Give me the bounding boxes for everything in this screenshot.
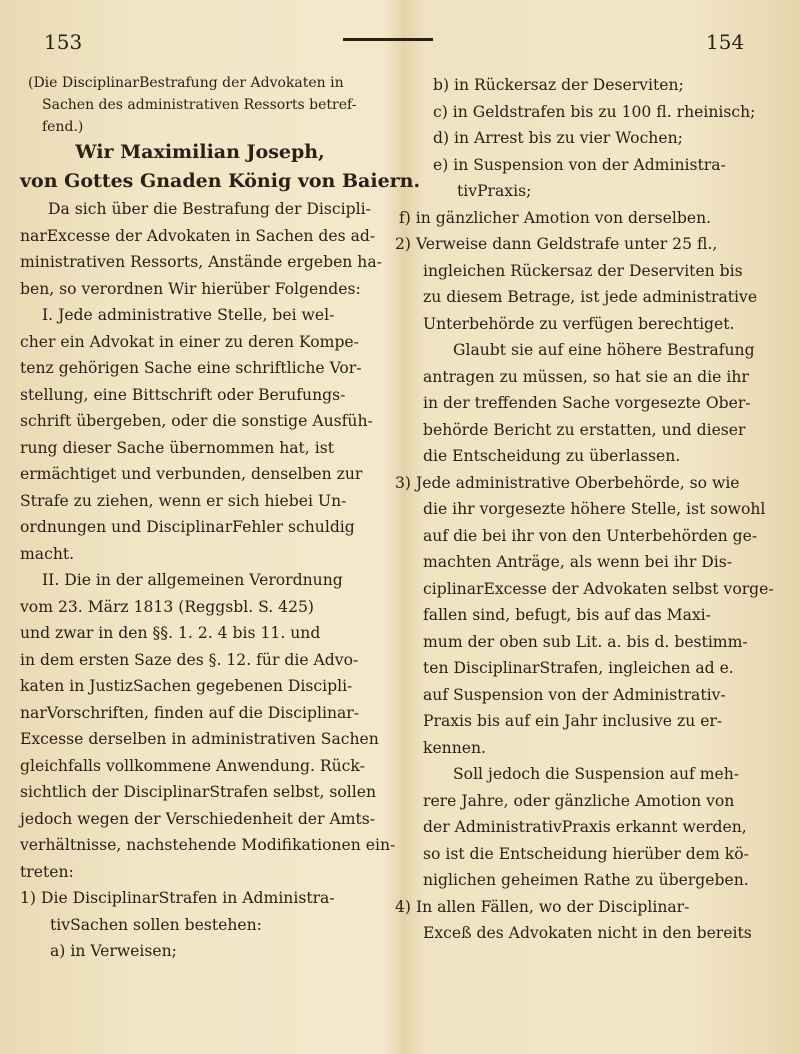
- ordinance-subject-header: [20, 72, 380, 138]
- text-line: cher ein Advokat in einer zu deren Kompe-: [20, 332, 359, 351]
- text-line: tivSachen sollen bestehen:: [50, 915, 262, 934]
- text-line: ciplinarExcesse der Advokaten selbst vorge-: [423, 579, 774, 598]
- text-line: tivPraxis;: [457, 182, 532, 200]
- text-line: behörde Bericht zu erstatten, und dieser: [423, 420, 746, 439]
- header-rule: [343, 38, 433, 41]
- text-line: e) in Suspension von der Administra-: [433, 155, 726, 174]
- text-line: ingleichen Rückersaz der Deserviten bis: [423, 261, 743, 280]
- text-line: in dem ersten Saze des §. 12. für die Advo-: [20, 650, 359, 669]
- text-line: Strafe zu ziehen, wenn er sich hiebei Un-: [20, 491, 347, 510]
- text-line: narExcesse der Advokaten in Sachen des ad-: [20, 226, 376, 245]
- text-line: Unterbehörde zu verfügen berechtiget.: [423, 314, 735, 333]
- text-line: der AdministrativPraxis erkannt werden,: [423, 818, 747, 836]
- text-line: ermächtiget und verbunden, denselben zur: [20, 465, 363, 483]
- text-line: katen in JustizSachen gegebenen Discipli-: [20, 677, 353, 695]
- text-line: sichtlich der DisciplinarStrafen selbst, sollen: [20, 783, 377, 801]
- text-line: fallen sind, befugt, bis auf das Maxi-: [423, 606, 711, 624]
- page-number-left: 153: [44, 30, 83, 54]
- text-line: die ihr vorgesezte höhere Stelle, ist sowohl: [423, 500, 766, 518]
- text-line: jedoch wegen der Verschiedenheit der Amts-: [20, 809, 376, 828]
- text-line: Soll jedoch die Suspension auf meh-: [453, 765, 740, 783]
- text-line: ministrativen Ressorts, Anstände ergeben ha-: [20, 253, 382, 271]
- left-column-text: [20, 196, 396, 965]
- title-line: von Gottes Gnaden König von Baiern.: [20, 170, 421, 192]
- text-line: a) in Verweisen;: [50, 942, 177, 960]
- text-line: tenz gehörigen Sache eine schriftliche Vor-: [20, 359, 362, 377]
- text-line: verhältnisse, nachstehende Modifikationen ein-: [20, 836, 396, 854]
- text-line: stellung, eine Bittschrift oder Berufungs-: [20, 385, 346, 404]
- text-line: auf die bei ihr von den Unterbehörden ge-: [423, 526, 758, 545]
- text-line: rere Jahre, oder gänzliche Amotion von: [423, 791, 735, 810]
- text-line: die Entscheidung zu überlassen.: [423, 447, 681, 465]
- text-line: rung dieser Sache übernommen hat, ist: [20, 438, 334, 457]
- text-line: ben, so verordnen Wir hierüber Folgendes:: [20, 279, 361, 298]
- text-line: mum der oben sub Lit. a. bis d. bestimm-: [423, 632, 748, 651]
- ordinance-title: [20, 138, 421, 196]
- text-line: so ist die Entscheidung hierüber dem kö-: [423, 844, 749, 863]
- text-line: in der treffenden Sache vorgesezte Ober-: [423, 394, 751, 412]
- right-column-text: [395, 72, 774, 947]
- text-line: gleichfalls vollkommene Anwendung. Rück-: [20, 756, 365, 775]
- text-line: Glaubt sie auf eine höhere Bestrafung: [453, 341, 755, 359]
- header-line: fend.): [42, 119, 84, 135]
- left-column: [20, 72, 421, 965]
- text-line: auf Suspension von der Administrativ-: [423, 685, 726, 704]
- text-line: machten Anträge, als wenn bei ihr Dis-: [423, 553, 733, 571]
- text-line: c) in Geldstrafen bis zu 100 fl. rheinisch;: [433, 102, 756, 121]
- header-line: (Die DisciplinarBestrafung der Advokaten in: [28, 75, 344, 91]
- right-column: [395, 72, 774, 947]
- text-line: b) in Rückersaz der Deserviten;: [433, 76, 684, 94]
- text-line: Excesse derselben in administrativen Sachen: [20, 730, 379, 748]
- text-line: 2) Verweise dann Geldstrafe unter 25 fl.,: [395, 235, 718, 253]
- text-line: f) in gänzlicher Amotion von derselben.: [399, 208, 712, 227]
- text-line: und zwar in den §§. 1. 2. 4 bis 11. und: [20, 624, 321, 642]
- text-line: I. Jede administrative Stelle, bei wel-: [42, 306, 335, 324]
- title-line: Wir Maximilian Joseph,: [75, 141, 325, 163]
- header-line: Sachen des administrativen Ressorts betref-: [42, 97, 357, 113]
- text-line: treten:: [20, 862, 74, 881]
- text-line: antragen zu müssen, so hat sie an die ihr: [423, 367, 749, 386]
- text-line: Praxis bis auf ein Jahr inclusive zu er-: [423, 712, 723, 730]
- page-number-right: 154: [706, 30, 745, 54]
- text-line: schrift übergeben, oder die sonstige Ausfüh-: [20, 412, 373, 430]
- text-line: II. Die in der allgemeinen Verordnung: [42, 571, 343, 589]
- text-line: niglichen geheimen Rathe zu übergeben.: [423, 871, 749, 889]
- text-line: zu diesem Betrage, ist jede administrative: [423, 288, 758, 306]
- text-line: Exceß des Advokaten nicht in den bereits: [423, 924, 752, 942]
- text-line: 4) In allen Fällen, wo der Disciplinar-: [395, 897, 690, 916]
- text-line: Da sich über die Bestrafung der Discipli-: [48, 200, 371, 218]
- text-line: ordnungen und DisciplinarFehler schuldig: [20, 518, 355, 536]
- text-line: 1) Die DisciplinarStrafen in Administra-: [20, 889, 335, 907]
- text-line: narVorschriften, finden auf die Disciplinar-: [20, 703, 360, 722]
- text-line: kennen.: [423, 738, 486, 757]
- text-line: 3) Jede administrative Oberbehörde, so wie: [395, 473, 740, 492]
- text-line: macht.: [20, 544, 75, 563]
- text-line: vom 23. März 1813 (Reggsbl. S. 425): [20, 597, 315, 616]
- text-line: ten DisciplinarStrafen, ingleichen ad e.: [423, 659, 734, 677]
- text-line: d) in Arrest bis zu vier Wochen;: [433, 129, 683, 147]
